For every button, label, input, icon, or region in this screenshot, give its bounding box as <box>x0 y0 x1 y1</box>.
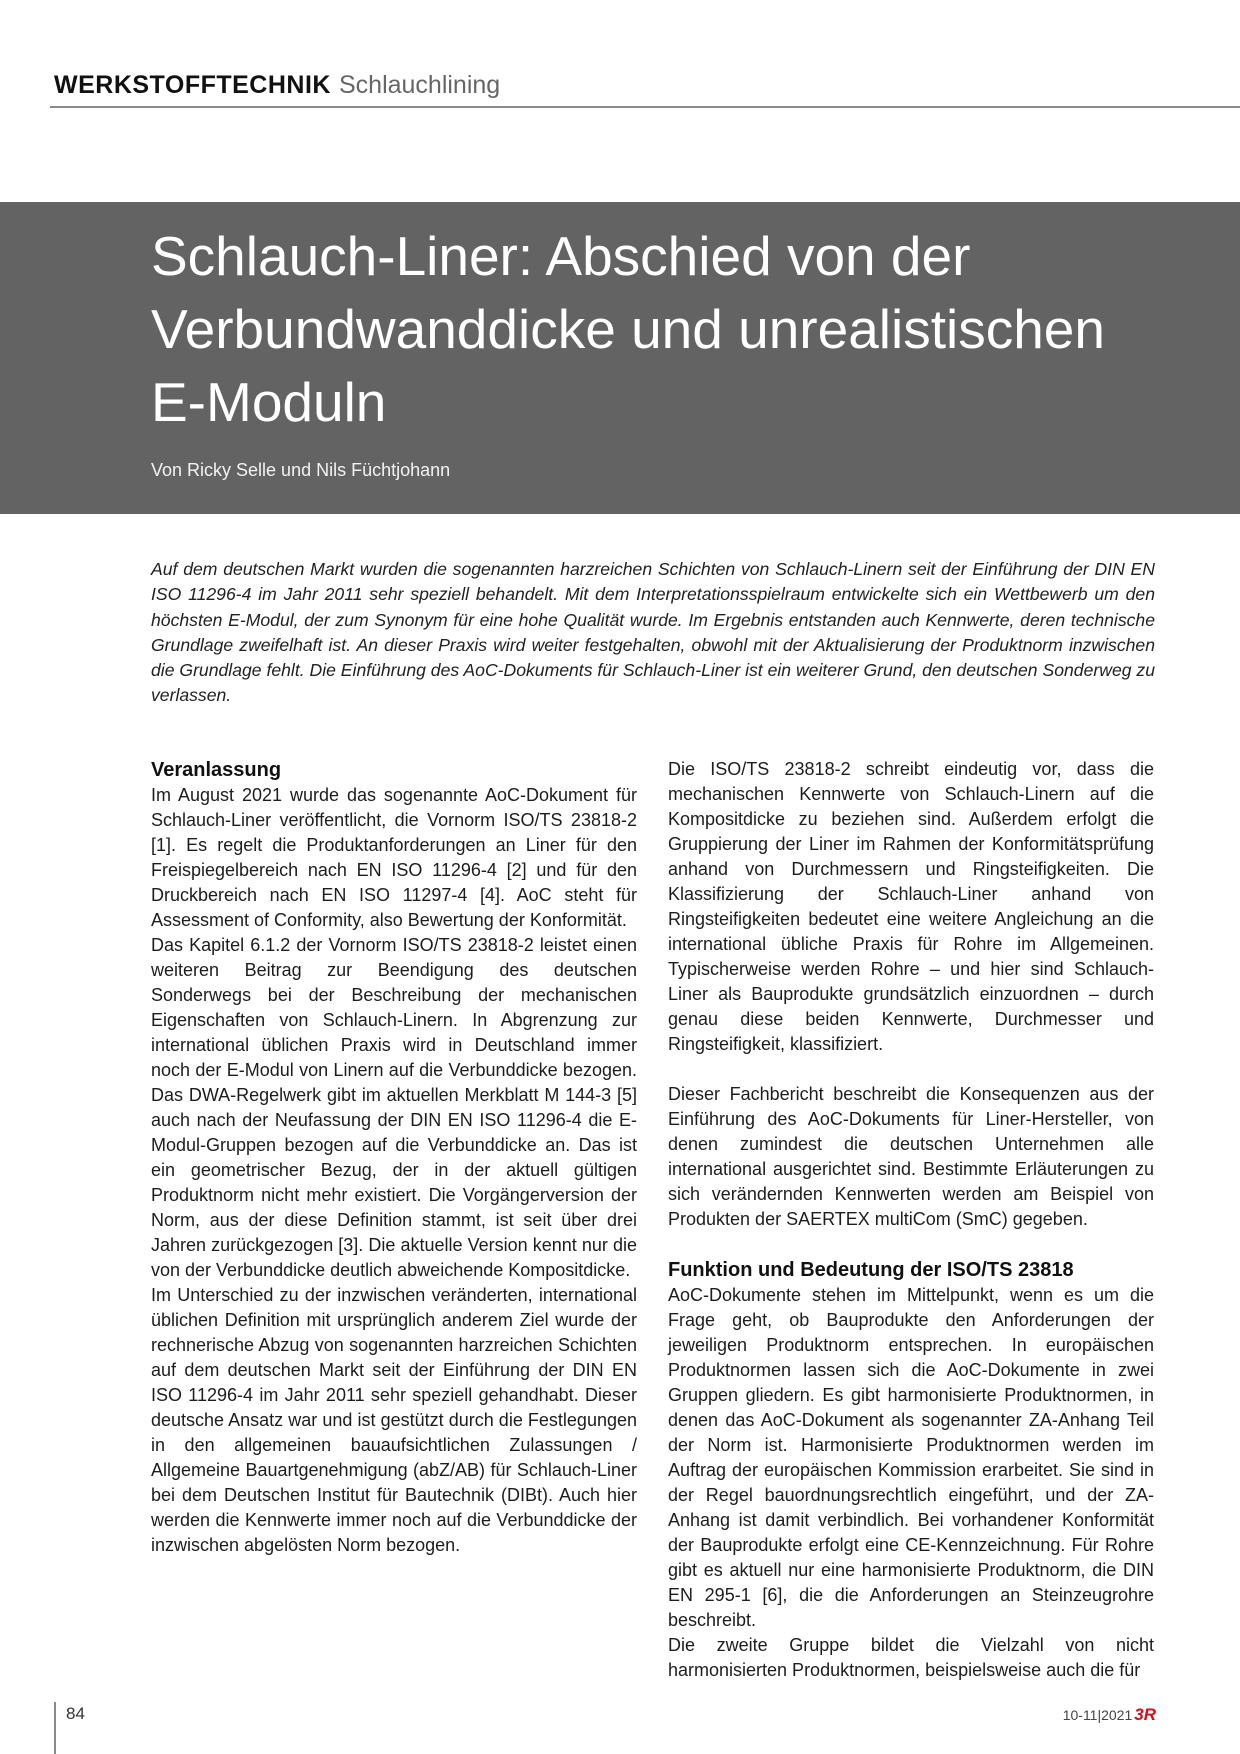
paragraph: Im August 2021 wurde das sogenannte AoC-Dokument für Schlauch-Liner veröffentlicht, die Vornorm ISO/TS 23818-2 [1]. Es regelt die Produktanforderungen an Liner für den Freispiegelbereich nach EN ISO 11296-4 [2] und für den Druckbereich nach EN ISO 11297-4 [4]. AoC steht für Assessment of Conformity, also Bewertung der Konformität. <box>151 785 637 930</box>
footer-divider <box>54 1702 56 1754</box>
section-heading: Veranlassung <box>151 759 282 781</box>
paragraph: Im Unterschied zu der inzwischen veränderten, international üblichen Definition mit ursprünglich anderem Ziel wurde der rechnerische Abzug von sogenannten harzreichen Schichten auf dem deutschen Markt seit der Einführung der DIN EN ISO 11296-4 im Jahr 2011 sehr speziell gehandhabt. Dieser deutsche Ansatz war und ist gestützt durch die Festlegungen in den allgemeinen bauaufsichtlichen Zulassungen / Allgemeine Bauartgenehmigung (abZ/AB) für Schlauch-Liner bei dem Deutschen Institut für Bautechnik (DIBt). Auch hier werden die Kennwerte immer noch auf die Verbunddicke der inzwischen abgelösten Norm bezogen. <box>151 1285 637 1555</box>
byline: Von Ricky Selle und Nils Füchtjohann <box>151 460 451 480</box>
paragraph: Das Kapitel 6.1.2 der Vornorm ISO/TS 23818-2 leistet einen weiteren Beitrag zur Beendigung des deutschen Sonderwegs bei der Beschreibung der mechanischen Eigenschaften von Schlauch-Linern. In Abgrenzung zur international üblichen Praxis wird in Deutschland immer noch der E-Modul von Linern auf die Verbunddicke bezogen. Das DWA-Regelwerk gibt im aktuellen Merkblatt M 144-3 [5] auch nach der Neufassung der DIN EN ISO 11296-4 die E-Modul-Gruppen bezogen auf die Verbunddicke an. Das ist ein geometrischer Bezug, der in der aktuell gültigen Produktnorm nicht mehr existiert. Die Vorgängerversion der Norm, aus der diese Definition stammt, ist seit über drei Jahren zurückgezogen [3]. Die aktuelle Version kennt nur die von der Verbunddicke deutlich abweichende Kompositdicke. <box>151 935 637 1280</box>
paragraph: AoC-Dokumente stehen im Mittelpunkt, wenn es um die Frage geht, ob Bauprodukte den Anforderungen der jeweiligen Produktnorm entsprechen. In europäischen Produktnormen lassen sich die AoC-Dokumente in zwei Gruppen gliedern. Es gibt harmonisierte Produktnormen, in denen das AoC-Dokument als sogenannter ZA-Anhang Teil der Norm ist. Harmonisierte Produktnormen werden im Auftrag der europäischen Kommission erarbeitet. Sie sind in der Regel bauordnungsrechtlich eingeführt, und der ZA-Anhang ist damit verbindlich. Bei vorhandener Konformität der Bauprodukte erfolgt eine CE-Kennzeichnung. Für Rohre gibt es aktuell nur eine harmonisierte Produktnorm, die DIN EN 295-1 [6], die die Anforderungen an Steinzeugrohre beschreibt. <box>668 1285 1154 1630</box>
issue-info <box>1063 1705 1156 1725</box>
article-title: Schlauch-Liner: Abschied von der Verbundwanddicke und unrealistischen E-Moduln <box>151 225 1105 433</box>
page-number: 84 <box>66 1704 85 1723</box>
issue-date: 10-11|2021 <box>1062 1707 1133 1723</box>
paragraph: Die ISO/TS 23818-2 schreibt eindeutig vor, dass die mechanischen Kennwerte von Schlauch-Linern auf die Kompositdicke zu beziehen sind. Außerdem erfolgt die Gruppierung der Liner im Rahmen der Konformitätsprüfung anhand von Durchmessern und Ringsteifigkeiten. Die Klassifizierung der Schlauch-Liner anhand von Ringsteifigkeiten bedeutet eine weitere Angleichung an die international übliche Praxis für Rohre im Allgemeinen. Typischerweise werden Rohre – und hier sind Schlauch-Liner als Bauprodukte grundsätzlich einzuordnen – durch genau diese beiden Kennwerte, Durchmesser und Ringsteifigkeit, klassifiziert. <box>668 759 1154 1054</box>
article-lead: Auf dem deutschen Markt wurden die sogenannten harzreichen Schichten von Schlauch-Linern seit der Einführung der DIN EN ISO 11296-4 im Jahr 2011 sehr speziell behandelt. Mit dem Interpretationsspielraum entwickelte sich ein Wettbewerb um den höchsten E-Modul, der zum Synonym für eine hohe Qualität wurde. Im Ergebnis entstanden auch Kennwerte, deren technische Grundlage zweifelhaft ist. An dieser Praxis wird weiter festgehalten, obwohl mit der Aktualisierung der Produktnorm inzwischen die Grundlage fehlt. Die Einführung des AoC-Dokuments für Schlauch-Liner ist ein weiterer Grund, den deutschen Sonderweg zu verlassen. <box>151 559 1155 706</box>
section-heading: Funktion und Bedeutung der ISO/TS 23818 <box>668 1259 1074 1281</box>
column-left <box>151 757 637 1558</box>
magazine-logo: 3R <box>1134 1705 1156 1724</box>
running-head <box>54 68 1240 102</box>
column-right <box>668 757 1154 1683</box>
topic-label: Schlauchlining <box>338 71 501 99</box>
header-divider <box>50 106 1240 108</box>
section-label: WERKSTOFFTECHNIK <box>54 71 331 99</box>
paragraph: Die zweite Gruppe bildet die Vielzahl von nicht harmonisierten Produktnormen, beispielsweise auch die für <box>668 1635 1154 1680</box>
paragraph: Dieser Fachbericht beschreibt die Konsequenzen aus der Einführung des AoC-Dokuments für Liner-Hersteller, von denen zumindest die deutschen Unternehmen alle international ausgerichtet sind. Bestimmte Erläuterungen zu sich verändernden Kennwerten werden am Beispiel von Produkten der SAERTEX multiCom (SmC) gegeben. <box>668 1084 1154 1229</box>
